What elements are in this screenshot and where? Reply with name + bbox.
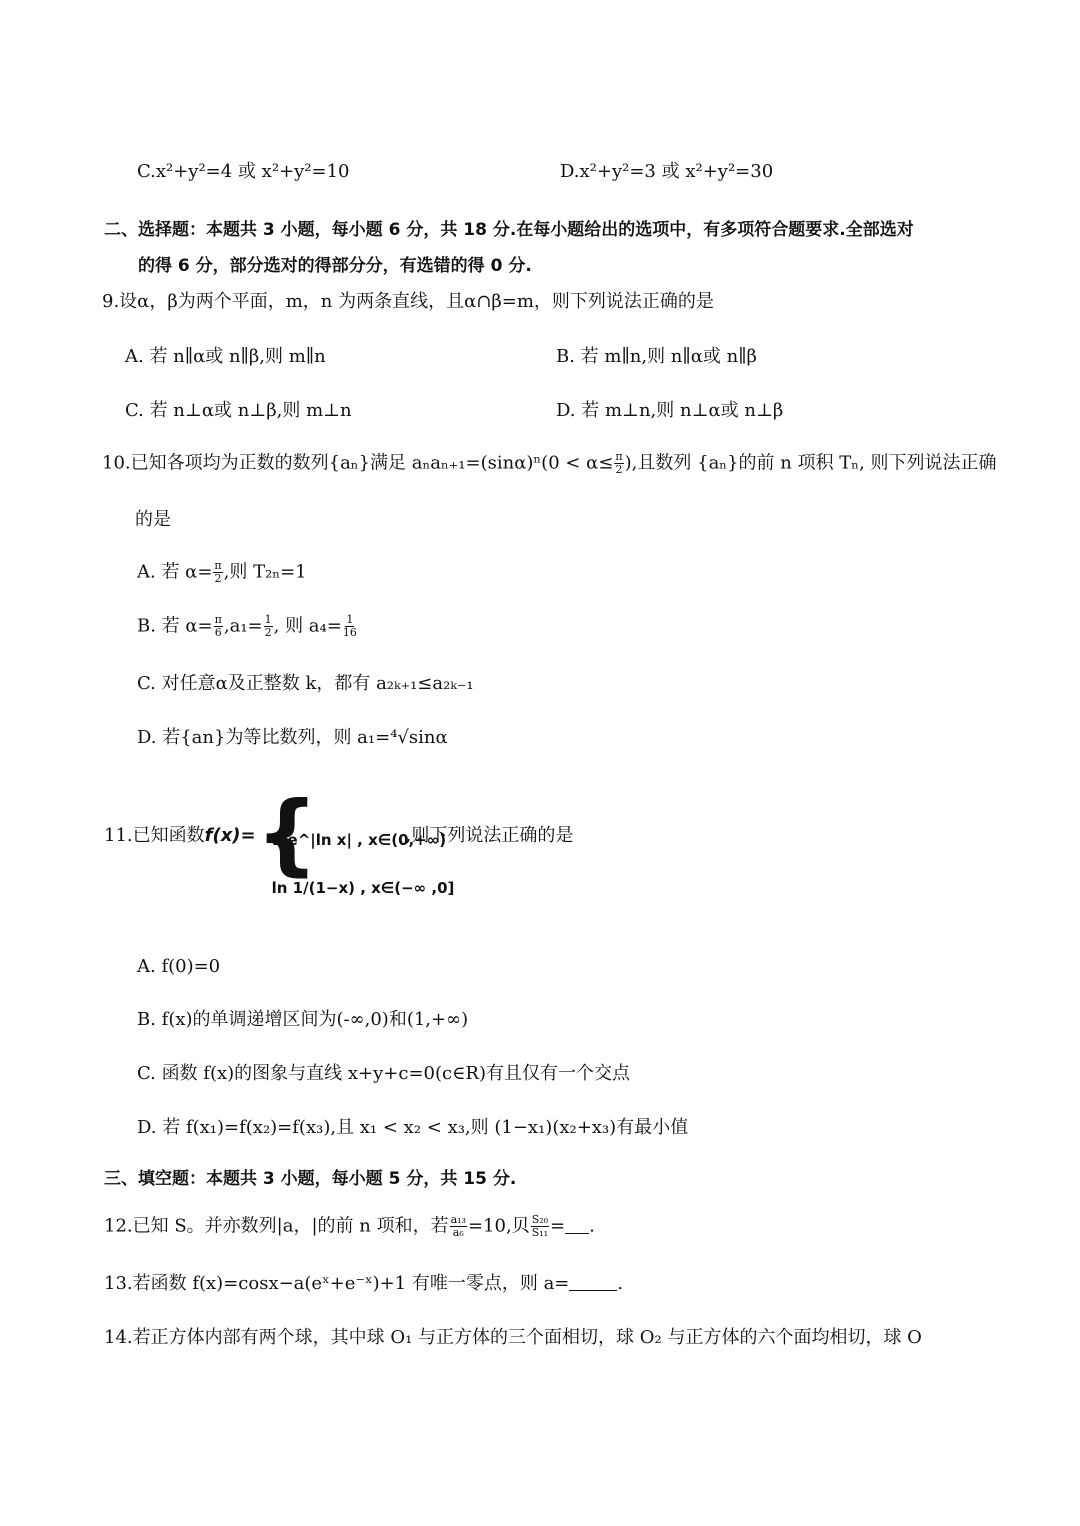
q12-mid: =10,贝 (467, 1215, 530, 1237)
frac-den: S₁₁ (531, 1226, 549, 1239)
frac-den: 2 (264, 626, 272, 639)
one-half-fraction (264, 614, 273, 639)
q9-option-a: A. 若 n∥α或 n∥β,则 m∥n (125, 346, 326, 367)
q8-option-c: C.x²+y²=4 或 x²+y²=10 (137, 161, 350, 182)
q10-b-text3: , 则 a₄= (273, 615, 342, 637)
frac-den: a₆ (452, 1226, 464, 1239)
answer-blank[interactable] (565, 1215, 589, 1234)
frac-den: 16 (342, 626, 357, 639)
q9-stem: 9.设α，β为两个平面，m，n 为两条直线，且α∩β=m，则下列说法正确的是 (102, 291, 714, 312)
q9-option-c: C. 若 n⊥α或 n⊥β,则 m⊥n (125, 400, 352, 421)
frac-num: 1 (346, 613, 354, 626)
frac-den: 2 (615, 463, 623, 476)
q14-stem: 14.若正方体内部有两个球，其中球 O₁ 与正方体的三个面相切，球 O₂ 与正方体的六个面均相切，球 O (104, 1327, 922, 1348)
q11-stem-pre: 11.已知函数 (104, 825, 205, 846)
q10-b-text2: ,a₁= (223, 615, 263, 637)
q9-option-b: B. 若 m∥n,则 n∥α或 n∥β (556, 346, 757, 367)
q11-option-b: B. f(x)的单调递增区间为(-∞,0)和(1,+∞) (137, 1009, 469, 1030)
s20-over-s11-fraction (531, 1214, 549, 1239)
q13-pre: 13.若函数 f(x)=cosx−a(eˣ+e⁻ˣ)+1 有唯一零点，则 a= (104, 1273, 570, 1294)
q10-b-text1: B. 若 α= (137, 615, 213, 637)
frac-num: π (615, 450, 623, 463)
pi-over-6-fraction (214, 614, 223, 639)
q10-option-a (137, 560, 307, 585)
q11-option-c: C. 函数 f(x)的图象与直线 x+y+c=0(c∈R)有且仅有一个交点 (137, 1063, 630, 1084)
q10-stem-b: ),且数列 {aₙ}的前 n 项积 Tₙ, 则下列说法正确 (624, 452, 997, 474)
frac-num: 1 (264, 613, 272, 626)
q11-function-name: f(x)= (204, 825, 256, 846)
section2-title: 二、选择题：本题共 3 小题，每小题 6 分，共 18 分.在每小题给出的选项中，有多项符合题要求.全部选对 (104, 220, 914, 240)
a13-over-a6-fraction (450, 1214, 467, 1239)
q13-end: . (617, 1273, 624, 1294)
frac-num: π (214, 559, 222, 572)
one-sixteenth-fraction (343, 614, 357, 639)
q10-option-c: C. 对任意α及正整数 k，都有 a₂ₖ₊₁≤a₂ₖ₋₁ (137, 673, 474, 694)
pi-over-2-fraction (614, 451, 623, 476)
section2-title-cont: 的得 6 分，部分选对的得部分分，有选错的得 0 分. (138, 256, 532, 276)
q10-option-d: D. 若{an}为等比数列，则 a₁=⁴√sinα (137, 727, 448, 748)
brace-icon: { (255, 782, 319, 885)
q11-option-d: D. 若 f(x₁)=f(x₂)=f(x₃),且 x₁ < x₂ < x₃,则 (1−x₁)(x₂+x₃)有最小值 (137, 1117, 689, 1138)
frac-num: a₁₃ (450, 1213, 466, 1226)
q12-post: = (550, 1215, 566, 1237)
piecewise-case2: ln 1/(1−x) , x∈(−∞ ,0] (271, 879, 455, 897)
q12-end: . (589, 1215, 595, 1237)
piecewise-function-image (255, 782, 455, 897)
q8-option-d: D.x²+y²=3 或 x²+y²=30 (560, 161, 774, 182)
frac-num: π (214, 613, 222, 626)
q11-stem (104, 782, 574, 897)
q11-stem-post: ,则下列说法正确的是 (405, 825, 574, 846)
piecewise-case1: 1/e^|ln x| , x∈(0,+∞) (271, 831, 447, 849)
q10-stem-a: 10.已知各项均为正数的数列{aₙ}满足 aₙaₙ₊₁=(sinα)ⁿ(0 < α≤ (102, 452, 614, 474)
answer-blank[interactable] (569, 1272, 617, 1291)
q10-stem (102, 451, 997, 476)
q12-pre: 12.已知 S。并亦数列|a，|的前 n 项和，若 (104, 1215, 449, 1237)
q11-option-a: A. f(0)=0 (137, 956, 221, 977)
q10-stem-cont: 的是 (135, 509, 171, 530)
q10-a-text2: ,则 T₂ₙ=1 (223, 561, 307, 583)
frac-num: S₂₀ (531, 1213, 549, 1226)
q12-stem (104, 1214, 595, 1239)
q13-stem (104, 1272, 623, 1296)
q10-a-text1: A. 若 α= (137, 561, 213, 583)
pi-over-2-fraction (213, 560, 222, 585)
frac-den: 2 (214, 572, 222, 585)
frac-den: 6 (214, 626, 222, 639)
section3-title: 三、填空题：本题共 3 小题，每小题 5 分，共 15 分. (104, 1169, 517, 1189)
q9-option-d: D. 若 m⊥n,则 n⊥α或 n⊥β (556, 400, 784, 421)
q10-option-b (137, 614, 358, 639)
